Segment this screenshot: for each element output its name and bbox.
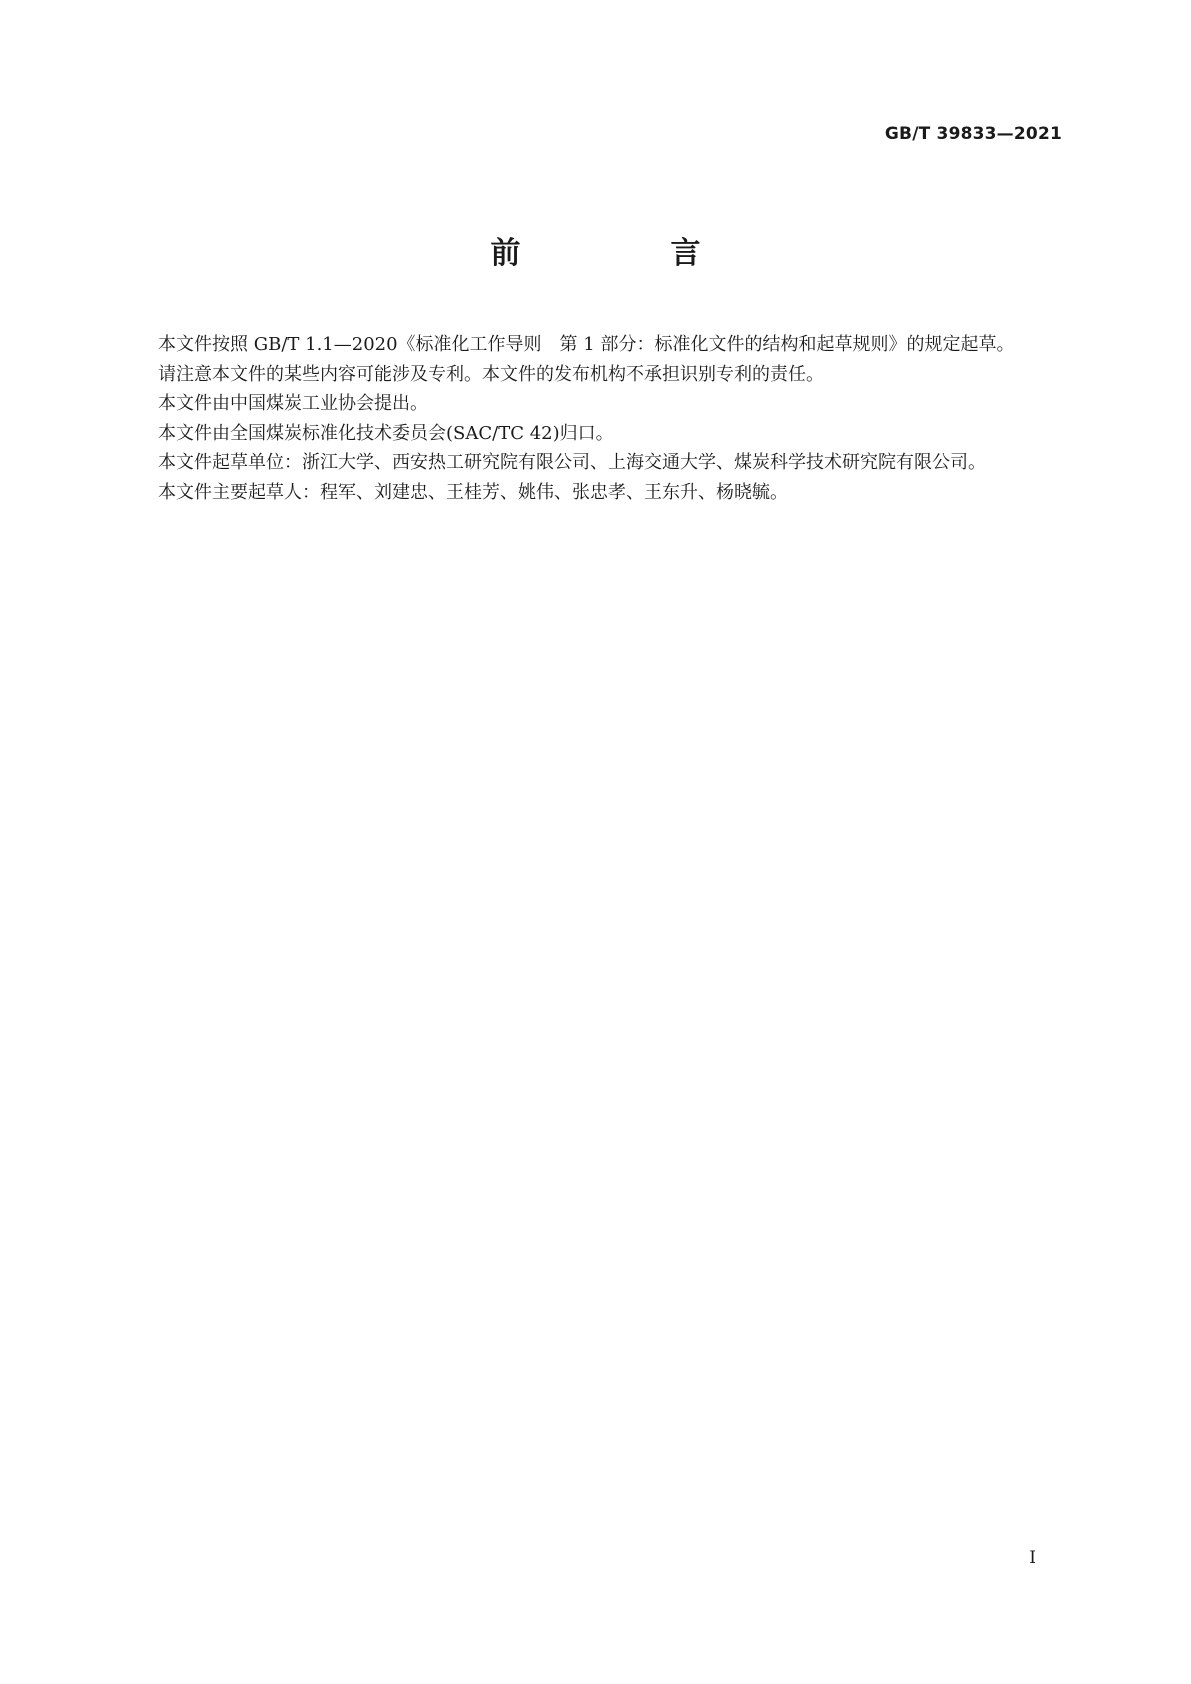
- page-number: I: [1029, 1548, 1036, 1568]
- foreword-body: [122, 330, 1069, 508]
- paragraph-drafters: 本文件主要起草人：程军、刘建忠、王桂芳、姚伟、张忠孝、王东升、杨晓毓。: [158, 481, 788, 503]
- paragraph-patent-notice: 请注意本文件的某些内容可能涉及专利。本文件的发布机构不承担识别专利的责任。: [158, 363, 824, 385]
- paragraph-drafting-units: 本文件起草单位：浙江大学、西安热工研究院有限公司、上海交通大学、煤炭科学技术研究院有限公司。: [158, 452, 986, 474]
- paragraph-committee: 本文件由全国煤炭标准化技术委员会(SAC/TC 42)归口。: [158, 422, 614, 444]
- page-title: 前 言: [490, 236, 761, 271]
- paragraph-drafting-rules: 本文件按照 GB/T 1.1—2020《标准化工作导则 第 1 部分：标准化文件的结构和起草规则》的规定起草。: [158, 334, 1015, 355]
- paragraph-proposer: 本文件由中国煤炭工业协会提出。: [158, 393, 428, 415]
- standard-code: GB/T 39833—2021: [884, 124, 1062, 144]
